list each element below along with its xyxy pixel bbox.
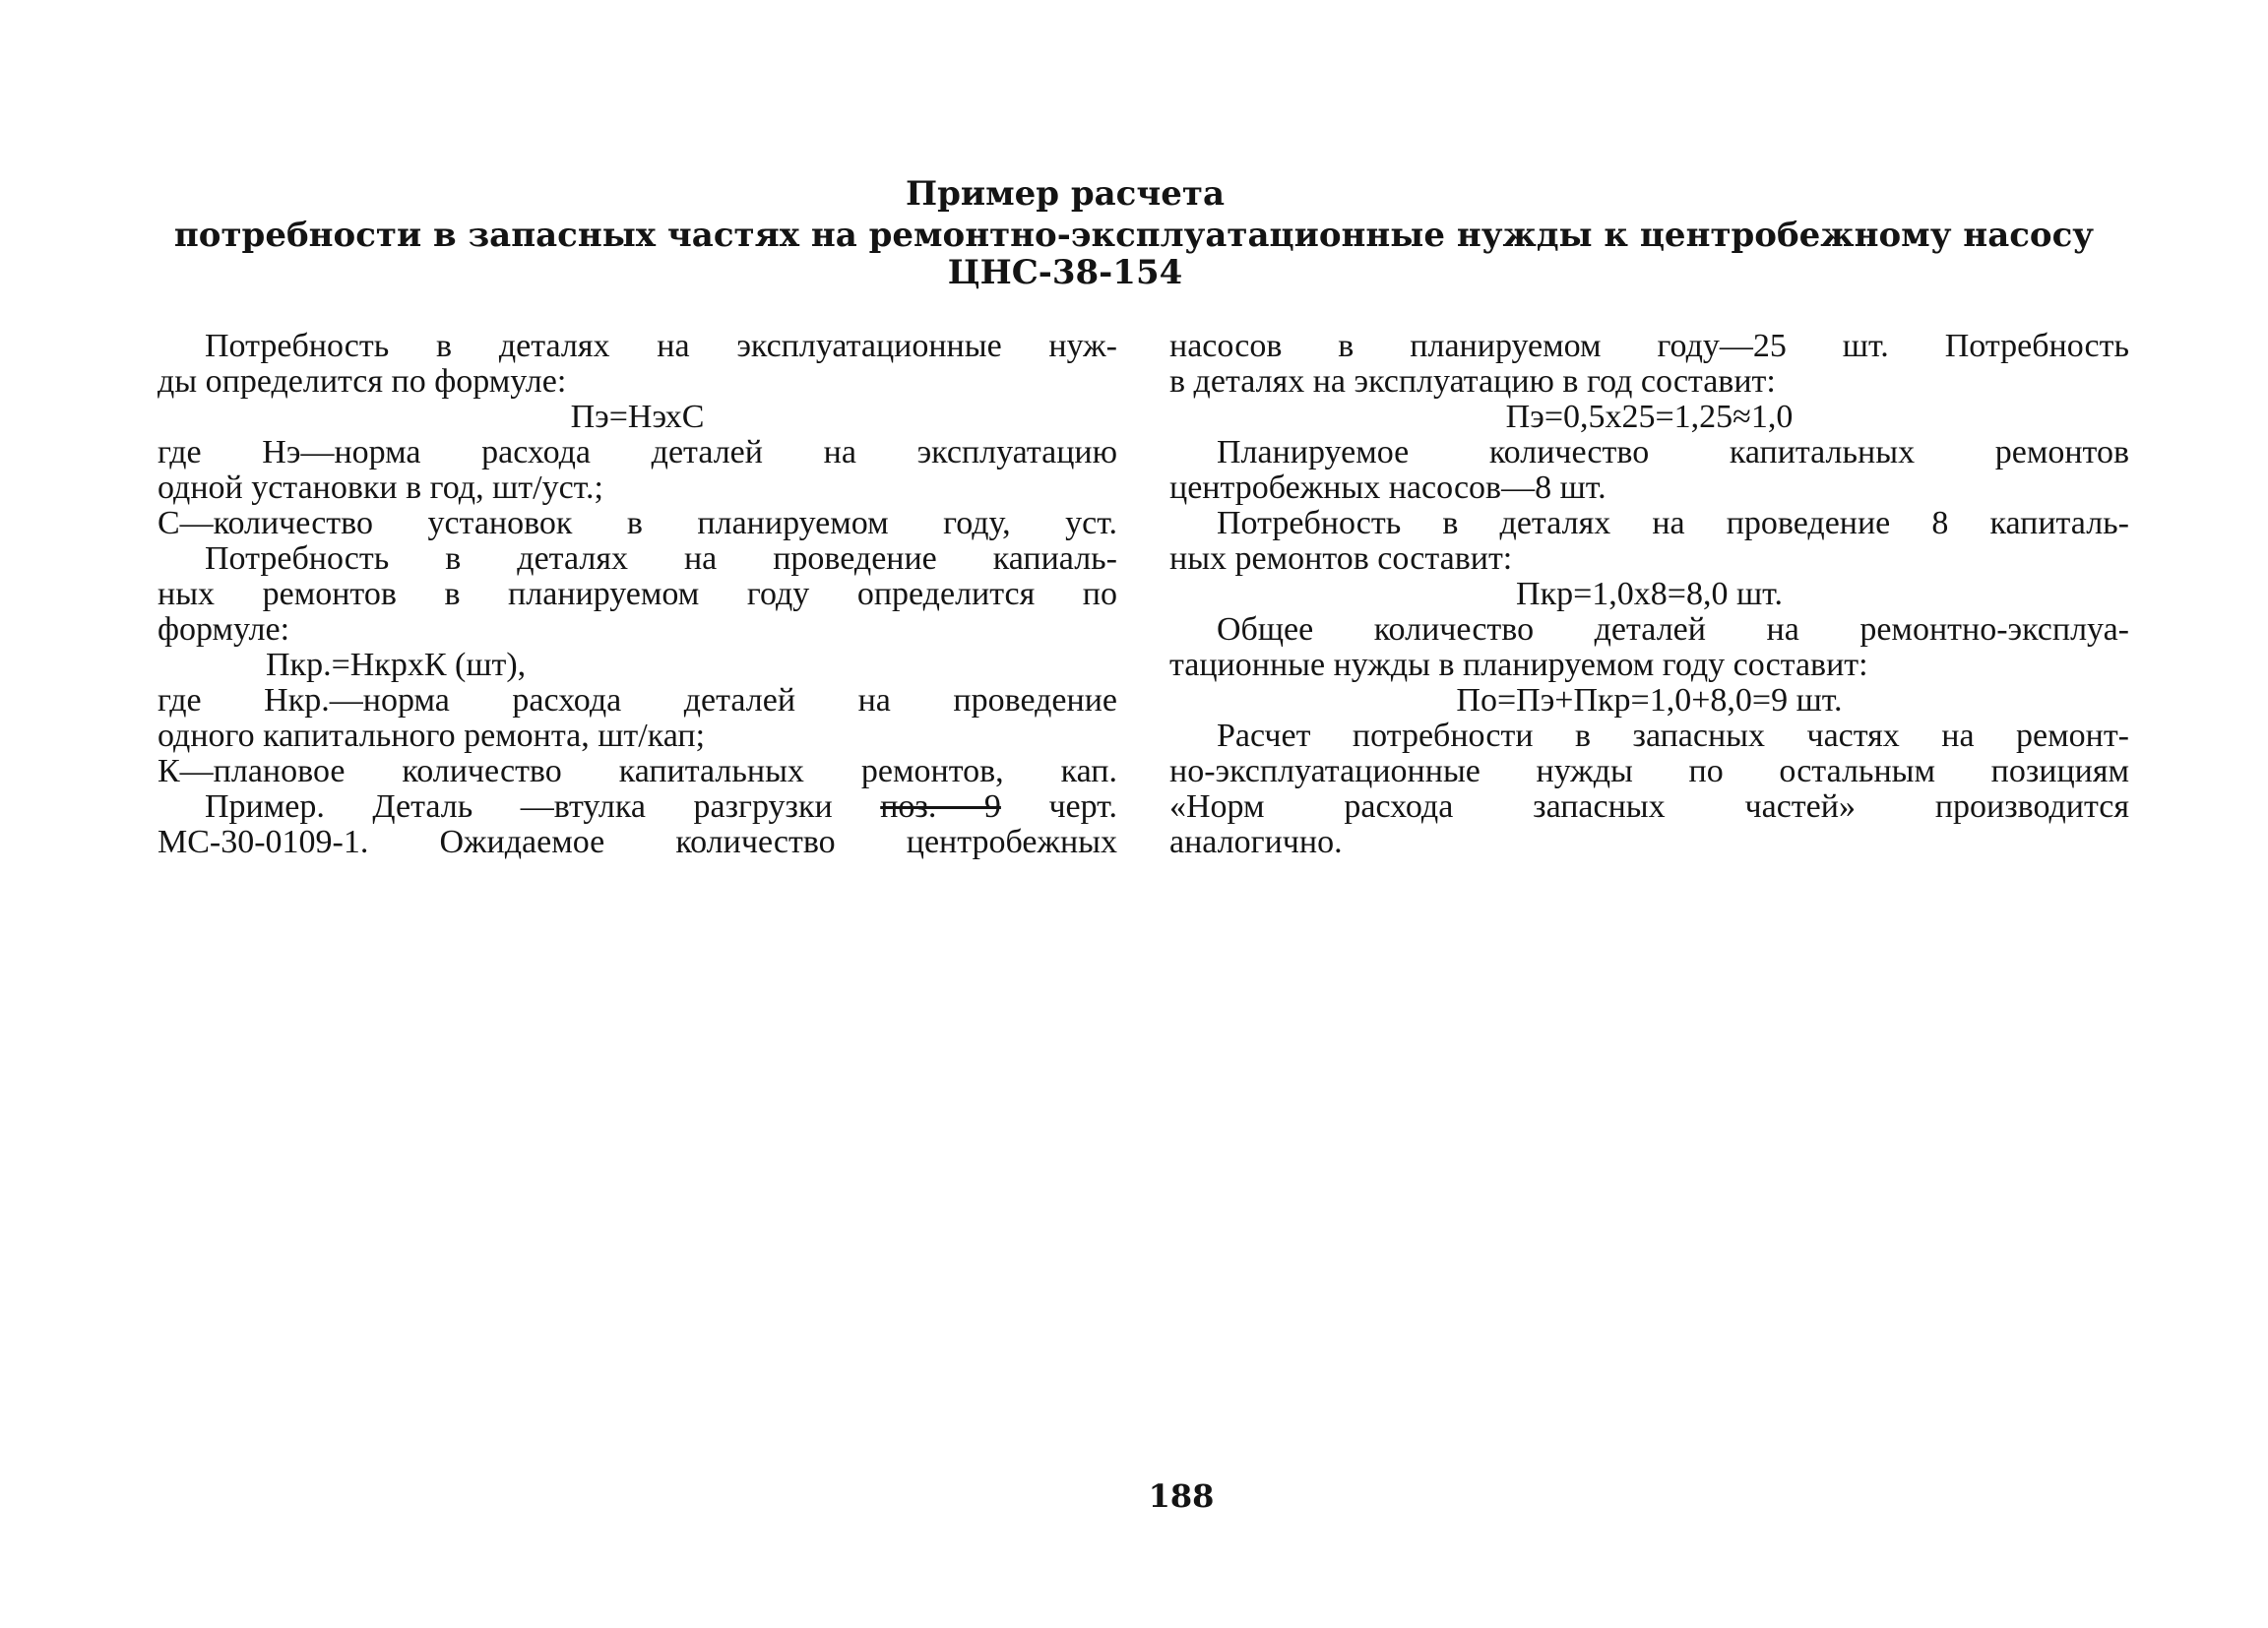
paragraph-line: аналогично. [1169,824,1343,860]
paragraph-line: Потребность в деталях на проведение 8 капиталь- [1217,506,2129,541]
paragraph-line: «Норм расхода запасных частей» производится [1169,789,2129,825]
paragraph-line: Планируемое количество капитальных ремонтов [1217,435,2129,470]
formula: Пкр=1,0х8=8,0 шт. [1516,576,1783,612]
paragraph-line: одного капитального ремонта, шт/кап; [158,718,706,754]
paragraph-line: одной установки в год, шт/уст.; [158,470,603,506]
paragraph-line: где Нкр.—норма расхода деталей на проведение [158,683,1117,719]
heading-pump-model: ЦНС-38-154 [947,253,1183,292]
paragraph-line: в деталях на эксплуатацию в год составит: [1169,363,1776,400]
paragraph-line: но-эксплуатационные нужды по остальным позициям [1169,754,2129,789]
paragraph-line: Потребность в деталях на проведение капиаль- [205,541,1117,577]
heading-title: Пример расчета [906,174,1225,214]
paragraph-line: С—количество установок в планируемом году, уст. [158,506,1117,541]
paragraph-line: Общее количество деталей на ремонтно-эксплуа- [1217,612,2129,648]
paragraph-line: насосов в планируемом году—25 шт. Потребность [1169,329,2129,364]
heading-subtitle: потребности в запасных частях на ремонтно-эксплуатационные нужды к центробежному насосу [173,216,2095,255]
paragraph-line: Потребность в деталях на эксплуатационные нуж- [205,329,1117,364]
paragraph-line: тационные нужды в планируемом году составит: [1169,647,1868,683]
formula: Пкр.=НкрхК (шт), [266,647,527,683]
formula: По=Пэ+Пкр=1,0+8,0=9 шт. [1456,682,1843,719]
paragraph-line: где Нэ—норма расхода деталей на эксплуатацию [158,435,1117,470]
paragraph-line: К—плановое количество капитальных ремонтов, кап. [158,754,1117,789]
text-fragment: черт. [1048,789,1117,825]
text-fragment: Пример. Деталь —втулка разгрузки [205,789,833,825]
paragraph-line [158,789,1117,825]
formula: Пэ=0,5х25=1,25≈1,0 [1505,399,1794,435]
page-number: 188 [1148,1477,1215,1515]
paragraph-line: ных ремонтов составит: [1169,540,1513,577]
paragraph-line: ды определится по формуле: [158,363,567,400]
paragraph-line: формуле: [158,611,290,648]
paragraph-line: ных ремонтов в планируемом году определится по [158,577,1117,612]
paragraph-line: центробежных насосов—8 шт. [1169,470,1606,506]
right-text-column [1169,329,2129,860]
paragraph-line: МС-30-0109-1. Ожидаемое количество центробежных [158,825,1117,860]
left-text-column [158,329,1117,860]
paragraph-line: Расчет потребности в запасных частях на ремонт- [1217,719,2129,754]
formula: Пэ=НэхС [570,399,705,435]
struck-out-text: поз. 9 [880,789,1001,825]
